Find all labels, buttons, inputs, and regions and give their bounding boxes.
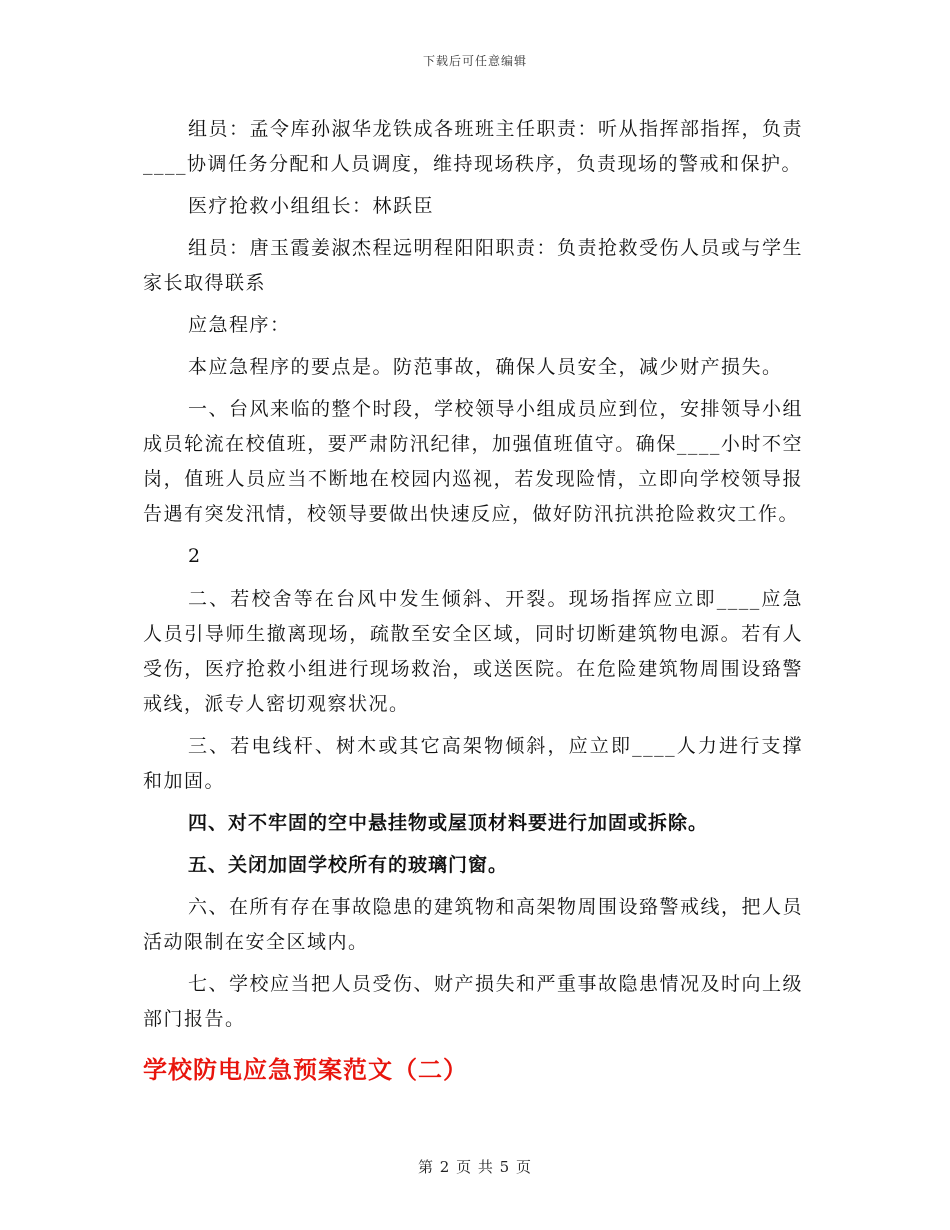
page-header: 下载后可任意编辑 <box>422 54 527 68</box>
paragraph-members-2: 组员：唐玉霞姜淑杰程远明程阳阳职责：负责抢救受伤人员或与学生家长取得联系 <box>143 237 804 294</box>
paragraph-page-number: 2 <box>188 545 202 567</box>
paragraph-step-2: 二、若校舍等在台风中发生倾斜、开裂。现场指挥应立即____应急人员引导师生撤离现场，疏散至安全区域，同时切断建筑物电源。若有人受伤，医疗抢救小组进行现场救治，或送医院。在危险建筑物周围设臵警戒线，派专人密切观察状况。 <box>143 588 803 715</box>
paragraph-procedure-heading: 应急程序： <box>188 314 291 336</box>
page-footer: 第 2 页 共 5 页 <box>418 1158 532 1176</box>
paragraph-step-1: 一、台风来临的整个时段，学校领导小组成员应到位，安排领导小组成员轮流在校值班，要严肃防汛纪律，加强值班值守。确保____小时不空岗，值班人员应当不断地在校园内巡视，若发现险情，立即向学校领导报告遇有突发汛情，校领导要做出快速反应，做好防汛抗洪抢险救灾工作。 <box>143 398 804 525</box>
paragraph-step-7: 七、学校应当把人员受伤、财产损失和严重事故隐患情况及时向上级部门报告。 <box>143 973 804 1030</box>
document-body <box>143 112 803 1088</box>
paragraph-step-5: 五、关闭加固学校所有的玻璃门窗。 <box>188 854 509 876</box>
paragraph-step-3: 三、若电线杆、树木或其它高架物倾斜，应立即____人力进行支撑和加固。 <box>143 735 803 792</box>
paragraph-step-4: 四、对不牢固的空中悬挂物或屋顶材料要进行加固或拆除。 <box>188 812 709 834</box>
paragraph-step-6: 六、在所有存在事故隐患的建筑物和高架物周围设臵警戒线，把人员活动限制在安全区域内。 <box>143 896 804 953</box>
section-title: 学校防电应急预案范文（二） <box>143 1056 468 1084</box>
paragraph-procedure-summary: 本应急程序的要点是。防范事故，确保人员安全，减少财产损失。 <box>188 356 783 378</box>
paragraph-medical-leader: 医疗抢救小组组长：林跃臣 <box>188 195 435 217</box>
paragraph-members-1: 组员：孟令库孙淑华龙铁成各班班主任职责：听从指挥部指挥，负责____协调任务分配和人员调度，维持现场秩序，负责现场的警戒和保护。 <box>143 118 804 175</box>
